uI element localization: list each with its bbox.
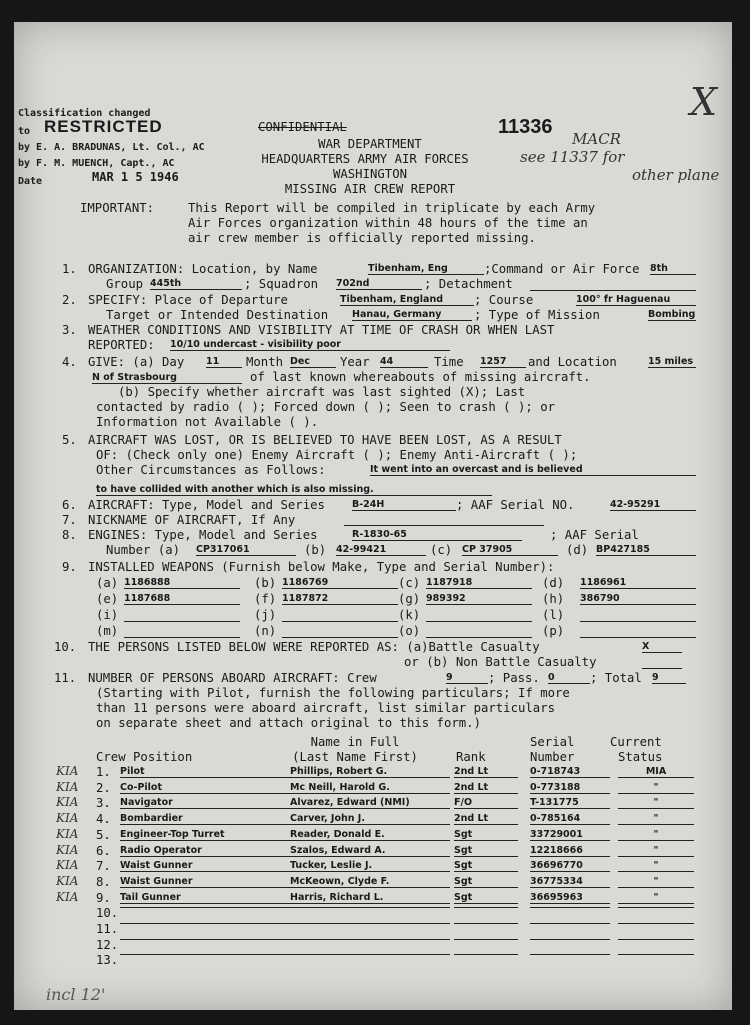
weapon-serial: 989392 bbox=[426, 593, 532, 605]
crew-row-number: 9. bbox=[96, 890, 111, 905]
s2-num: 2. bbox=[62, 293, 77, 307]
s11-total: 9 bbox=[652, 672, 686, 684]
crew-row-serial: 36696770 bbox=[530, 860, 610, 872]
restricted-stamp: RESTRICTED bbox=[44, 117, 163, 136]
crew-row-status: " bbox=[618, 782, 694, 794]
crew-row-rank: 2nd Lt bbox=[454, 782, 518, 794]
s6-serial-label: ; AAF Serial NO. bbox=[456, 498, 575, 512]
crew-row-rank: Sgt bbox=[454, 876, 518, 888]
s11-total-label: ; Total bbox=[590, 671, 642, 685]
s4-loc-label: and Location bbox=[528, 355, 617, 369]
s4-line5: Information not Available ( ). bbox=[96, 415, 319, 429]
s2-course-label: ; Course bbox=[474, 293, 534, 307]
classification-date-label: Date bbox=[18, 176, 43, 187]
s11-pass-label: ; Pass. bbox=[488, 671, 540, 685]
crew-row-number: 11. bbox=[96, 922, 119, 936]
crew-row-position bbox=[120, 923, 290, 924]
crew-row-name: Phillips, Robert G. bbox=[290, 766, 450, 778]
s6-type: B-24H bbox=[352, 499, 456, 511]
s8-engine-b: 42-99421 bbox=[336, 544, 426, 556]
s3-reported: 10/10 undercast - visibility poor bbox=[170, 339, 450, 351]
weapon-blank-line bbox=[282, 637, 398, 638]
crew-row-position: Engineer-Top Turret bbox=[120, 829, 290, 841]
s7-num: 7. bbox=[62, 513, 77, 527]
crew-row-name: Alvarez, Edward (NMI) bbox=[290, 797, 450, 809]
s8-num: 8. bbox=[62, 528, 77, 542]
s6-serial: 42-95291 bbox=[610, 499, 696, 511]
weapon-label: (h) bbox=[542, 592, 565, 606]
s5-num: 5. bbox=[62, 433, 77, 447]
important-line3: air crew member is officially reported missing. bbox=[188, 231, 536, 245]
crew-row-name: Harris, Richard L. bbox=[290, 892, 450, 904]
s8-label: ENGINES: Type, Model and Series bbox=[88, 528, 318, 542]
x-mark: X bbox=[690, 80, 718, 124]
crew-row-kia-note: KIA bbox=[56, 889, 79, 904]
s8-d-label: (d) bbox=[566, 543, 589, 557]
s11-crew: 9 bbox=[446, 672, 488, 684]
col-header-status-2: Status bbox=[618, 750, 663, 764]
weapon-blank-line bbox=[580, 621, 696, 622]
important-line1: This Report will be compiled in triplicate by each Army bbox=[188, 201, 596, 215]
crew-row-status bbox=[618, 939, 694, 940]
s7-label: NICKNAME OF AIRCRAFT, If Any bbox=[88, 513, 296, 527]
crew-row-rank bbox=[454, 907, 518, 908]
weapon-blank-line bbox=[426, 621, 532, 622]
weapon-serial: 1187918 bbox=[426, 577, 532, 589]
weapon-label: (a) bbox=[96, 576, 119, 590]
crew-row-serial: 36695963 bbox=[530, 892, 610, 904]
s1-label: ORGANIZATION: Location, by Name bbox=[88, 262, 318, 276]
weapon-label: (m) bbox=[96, 624, 119, 638]
weapon-label: (i) bbox=[96, 608, 119, 622]
s6-label: AIRCRAFT: Type, Model and Series bbox=[88, 498, 325, 512]
s2-mission: Bombing bbox=[648, 309, 696, 320]
crew-row-position: Pilot bbox=[120, 766, 290, 778]
weapon-label: (j) bbox=[254, 608, 277, 622]
crew-row-kia-note: KIA bbox=[56, 764, 79, 778]
s4-line2: of last known whereabouts of missing aircraft. bbox=[250, 370, 591, 384]
s8-engine-a: CP317061 bbox=[196, 544, 296, 556]
crew-row-number: 8. bbox=[96, 874, 111, 889]
crew-row-serial: 12218666 bbox=[530, 845, 610, 857]
crew-row-rank: 2nd Lt bbox=[454, 766, 518, 778]
crew-row-position bbox=[120, 939, 290, 940]
crew-row-name bbox=[290, 954, 450, 955]
crew-row-name bbox=[290, 923, 450, 924]
header-line2: HEADQUARTERS ARMY AIR FORCES bbox=[261, 152, 469, 166]
crew-row-position: Bombardier bbox=[120, 813, 290, 825]
crew-row-kia-note: KIA bbox=[56, 826, 79, 841]
crew-row-status: " bbox=[618, 845, 694, 857]
s4-year: 44 bbox=[380, 356, 428, 368]
s1-group-label: Group bbox=[106, 277, 144, 291]
s4-location-2: N of Strasbourg bbox=[92, 372, 242, 384]
crew-row-position bbox=[120, 954, 290, 955]
s4-label: GIVE: (a) Day bbox=[88, 355, 185, 369]
weapon-label: (k) bbox=[398, 608, 421, 622]
crew-row-position: Navigator bbox=[120, 797, 290, 809]
s3-num: 3. bbox=[62, 323, 77, 337]
s2-course: 100° fr Haguenau bbox=[576, 294, 696, 306]
crew-row-serial: T-131775 bbox=[530, 797, 610, 809]
crew-row-name: Mc Neill, Harold G. bbox=[290, 782, 450, 794]
weapon-label: (d) bbox=[542, 576, 565, 590]
crew-row-kia-note: KIA bbox=[56, 779, 79, 794]
s4-day: 11 bbox=[206, 356, 242, 368]
s7-nickname-line bbox=[344, 525, 544, 526]
crew-row-status: " bbox=[618, 829, 694, 841]
crew-row-number: 12. bbox=[96, 937, 119, 952]
s8-engine-d: BP427185 bbox=[596, 544, 696, 556]
crew-row-number: 1. bbox=[96, 765, 111, 779]
s9-label: INSTALLED WEAPONS (Furnish below Make, Type and Serial Number): bbox=[88, 560, 555, 574]
crew-row-status bbox=[618, 907, 694, 908]
s11-label: NUMBER OF PERSONS ABOARD AIRCRAFT: Crew bbox=[88, 671, 377, 685]
s2-departure: Tibenham, England bbox=[340, 294, 474, 306]
s8-c-label: (c) bbox=[430, 543, 453, 557]
classification-changed-label: Classification changed bbox=[18, 108, 151, 119]
crew-row-number: 10. bbox=[96, 906, 119, 921]
weapon-serial: 1186888 bbox=[124, 577, 240, 589]
crew-row-number: 7. bbox=[96, 859, 111, 874]
s5-circumstance-2: to have collided with another which is also missing. bbox=[96, 484, 492, 496]
s1-location: Tibenham, Eng bbox=[368, 263, 484, 275]
weapon-serial: 1187688 bbox=[124, 593, 240, 605]
weapon-serial: 386790 bbox=[580, 593, 696, 605]
crew-row-status: " bbox=[618, 813, 694, 825]
crew-row-name: Szalos, Edward A. bbox=[290, 845, 450, 857]
s11-line2: (Starting with Pilot, furnish the following particulars; If more bbox=[96, 686, 570, 700]
crew-row-serial: 0-773188 bbox=[530, 782, 610, 794]
s5-circumstance-1: It went into an overcast and is believed bbox=[370, 464, 696, 476]
s1-detachment-label: ; Detachment bbox=[424, 277, 513, 291]
s5-line3: Other Circumstances as Follows: bbox=[96, 463, 326, 477]
weapon-label: (g) bbox=[398, 592, 421, 606]
crew-row-kia-note: KIA bbox=[56, 795, 79, 810]
crew-row-serial bbox=[530, 954, 610, 955]
s2-target-label: Target or Intended Destination bbox=[106, 308, 329, 322]
crew-row-status: " bbox=[618, 797, 694, 809]
crew-row-serial: 36775334 bbox=[530, 876, 610, 888]
s6-num: 6. bbox=[62, 498, 77, 512]
crew-row-number: 4. bbox=[96, 812, 111, 827]
s4-time-label: Time bbox=[434, 355, 464, 369]
s10-line2: or (b) Non Battle Casualty bbox=[404, 655, 597, 669]
weapon-blank-line bbox=[124, 637, 240, 638]
weapon-serial: 1186769 bbox=[282, 577, 398, 589]
s11-pass: 0 bbox=[548, 672, 590, 684]
crew-row-status: " bbox=[618, 860, 694, 872]
annotation-see: see 11337 for bbox=[520, 148, 625, 166]
report-number: 11336 bbox=[498, 116, 553, 138]
s4-num: 4. bbox=[62, 355, 77, 369]
crew-row-position: Radio Operator bbox=[120, 845, 290, 857]
s1-squadron-label: ; Squadron bbox=[244, 277, 319, 291]
header-line3: WASHINGTON bbox=[332, 167, 408, 181]
weapon-blank-line bbox=[580, 637, 696, 638]
crew-row-rank: 2nd Lt bbox=[454, 813, 518, 825]
col-header-name-2: (Last Name First) bbox=[292, 750, 418, 764]
s4-line4: contacted by radio ( ); Forced down ( ); Seen to crash ( ); or bbox=[96, 400, 556, 414]
crew-row-serial bbox=[530, 939, 610, 940]
col-header-status-1: Current bbox=[610, 735, 662, 749]
important-line2: Air Forces organization within 48 hours of the time an bbox=[188, 216, 588, 230]
s8-b-label: (b) bbox=[304, 543, 327, 557]
weapon-label: (p) bbox=[542, 624, 565, 638]
weapon-label: (l) bbox=[542, 608, 565, 622]
crew-row-rank: Sgt bbox=[454, 892, 518, 904]
s1-num: 1. bbox=[62, 262, 77, 276]
crew-row-status: " bbox=[618, 876, 694, 888]
crew-row-position bbox=[120, 907, 290, 908]
confidential-label: CONFIDENTIAL bbox=[258, 120, 347, 134]
crew-row-number: 5. bbox=[96, 827, 111, 842]
crew-row-number: 2. bbox=[96, 780, 111, 795]
crew-row-status: MIA bbox=[618, 766, 694, 778]
crew-row-serial bbox=[530, 923, 610, 924]
crew-row-status bbox=[618, 923, 694, 924]
crew-row-status bbox=[618, 954, 694, 955]
crew-row-kia-note: KIA bbox=[56, 873, 79, 888]
s1-group: 445th bbox=[150, 278, 242, 290]
s4-line3: (b) Specify whether aircraft was last sighted (X); Last bbox=[118, 385, 526, 399]
s8-serial-label: ; AAF Serial bbox=[550, 528, 639, 542]
crew-row-name bbox=[290, 939, 450, 940]
classification-by2: by F. M. MUENCH, Capt., AC bbox=[18, 158, 175, 169]
crew-row-serial bbox=[530, 907, 610, 908]
s1-detachment-line bbox=[530, 290, 696, 291]
crew-row-number: 6. bbox=[96, 843, 111, 858]
weapon-label: (o) bbox=[398, 624, 421, 638]
s10-num: 10. bbox=[54, 640, 77, 654]
s2-target: Hanau, Germany bbox=[352, 309, 472, 321]
col-header-name-1: Name in Full bbox=[310, 735, 400, 749]
report-title: MISSING AIR CREW REPORT bbox=[284, 182, 456, 196]
crew-row-serial: 33729001 bbox=[530, 829, 610, 841]
annotation-other-plane: other plane bbox=[632, 166, 720, 184]
s8-engine-c: CP 37905 bbox=[462, 544, 558, 556]
weapon-serial: 1186961 bbox=[580, 577, 696, 589]
col-header-serial-2: Number bbox=[530, 750, 575, 764]
s1-squadron: 702nd bbox=[336, 278, 422, 290]
crew-row-rank: Sgt bbox=[454, 829, 518, 841]
crew-row-number: 3. bbox=[96, 796, 111, 811]
col-header-position: Crew Position bbox=[96, 750, 193, 764]
s8-type: R-1830-65 bbox=[352, 529, 522, 541]
s2-label: SPECIFY: Place of Departure bbox=[88, 293, 288, 307]
crew-row-position: Co-Pilot bbox=[120, 782, 290, 794]
s3-reported-label: REPORTED: bbox=[88, 338, 155, 352]
s4-time: 1257 bbox=[480, 356, 526, 368]
classification-date: MAR 1 5 1946 bbox=[92, 170, 179, 184]
s11-num: 11. bbox=[54, 671, 77, 685]
crew-row-name bbox=[290, 907, 450, 908]
s4-month: Dec bbox=[290, 356, 336, 368]
crew-row-position: Tail Gunner bbox=[120, 892, 290, 904]
crew-row-kia-note: KIA bbox=[56, 842, 79, 857]
weapon-blank-line bbox=[124, 621, 240, 622]
crew-row-name: Carver, John J. bbox=[290, 813, 450, 825]
crew-row-serial: 0-785164 bbox=[530, 813, 610, 825]
crew-row-kia-note: KIA bbox=[56, 811, 79, 826]
weapon-label: (n) bbox=[254, 624, 277, 638]
weapon-label: (f) bbox=[254, 592, 277, 606]
crew-row-name: Tucker, Leslie J. bbox=[290, 860, 450, 872]
s4-month-label: Month bbox=[246, 355, 284, 369]
s1-command: 8th bbox=[650, 263, 696, 275]
important-label: IMPORTANT: bbox=[80, 201, 155, 215]
annotation-macr: MACR bbox=[572, 130, 621, 148]
crew-row-rank bbox=[454, 954, 518, 955]
s11-line3: than 11 persons were aboard aircraft, list similar particulars bbox=[96, 701, 556, 715]
s10-non-battle-line bbox=[642, 668, 682, 669]
s9-num: 9. bbox=[62, 560, 77, 574]
weapon-serial: 1187872 bbox=[282, 593, 398, 605]
s2-mission-label: ; Type of Mission bbox=[474, 308, 600, 322]
s5-line2: OF: (Check only one) Enemy Aircraft ( ); Enemy Anti-Aircraft ( ); bbox=[96, 448, 578, 462]
s4-year-label: Year bbox=[340, 355, 370, 369]
s8-number-label: Number (a) bbox=[106, 543, 181, 557]
classification-by1: by E. A. BRADUNAS, Lt. Col., AC bbox=[18, 142, 205, 153]
crew-row-rank: Sgt bbox=[454, 860, 518, 872]
s3-label: WEATHER CONDITIONS AND VISIBILITY AT TIME OF CRASH OR WHEN LAST bbox=[88, 323, 555, 337]
s10-line1: THE PERSONS LISTED BELOW WERE REPORTED AS: (a)Battle Casualty bbox=[88, 640, 540, 654]
s1-command-label: ;Command or Air Force bbox=[484, 262, 640, 276]
crew-row-position: Waist Gunner bbox=[120, 876, 290, 888]
crew-row-rank: Sgt bbox=[454, 845, 518, 857]
weapon-label: (b) bbox=[254, 576, 277, 590]
crew-row-rank bbox=[454, 939, 518, 940]
col-header-rank: Rank bbox=[456, 750, 486, 764]
crew-row-rank bbox=[454, 923, 518, 924]
weapon-blank-line bbox=[426, 637, 532, 638]
col-header-serial-1: Serial bbox=[530, 735, 575, 749]
s10-battle-casualty: X bbox=[642, 641, 682, 653]
crew-row-name: McKeown, Clyde F. bbox=[290, 876, 450, 888]
s4-location: 15 miles bbox=[648, 356, 696, 368]
weapon-blank-line bbox=[282, 621, 398, 622]
classification-to-label: to bbox=[18, 126, 31, 137]
weapon-label: (e) bbox=[96, 592, 119, 606]
crew-row-status: " bbox=[618, 892, 694, 904]
crew-row-position: Waist Gunner bbox=[120, 860, 290, 872]
s11-line4: on separate sheet and attach original to this form.) bbox=[96, 716, 481, 730]
crew-row-kia-note: KIA bbox=[56, 858, 79, 873]
header-line1: WAR DEPARTMENT bbox=[318, 137, 422, 151]
crew-row-number: 13. bbox=[96, 953, 119, 968]
crew-row-name: Reader, Donald E. bbox=[290, 829, 450, 841]
s5-line1: AIRCRAFT WAS LOST, OR IS BELIEVED TO HAVE BEEN LOST, AS A RESULT bbox=[88, 433, 562, 447]
footer-handwritten-note: incl 12' bbox=[46, 985, 106, 1004]
crew-row-rank: F/O bbox=[454, 797, 518, 809]
crew-row-serial: 0-718743 bbox=[530, 766, 610, 778]
weapon-label: (c) bbox=[398, 576, 421, 590]
